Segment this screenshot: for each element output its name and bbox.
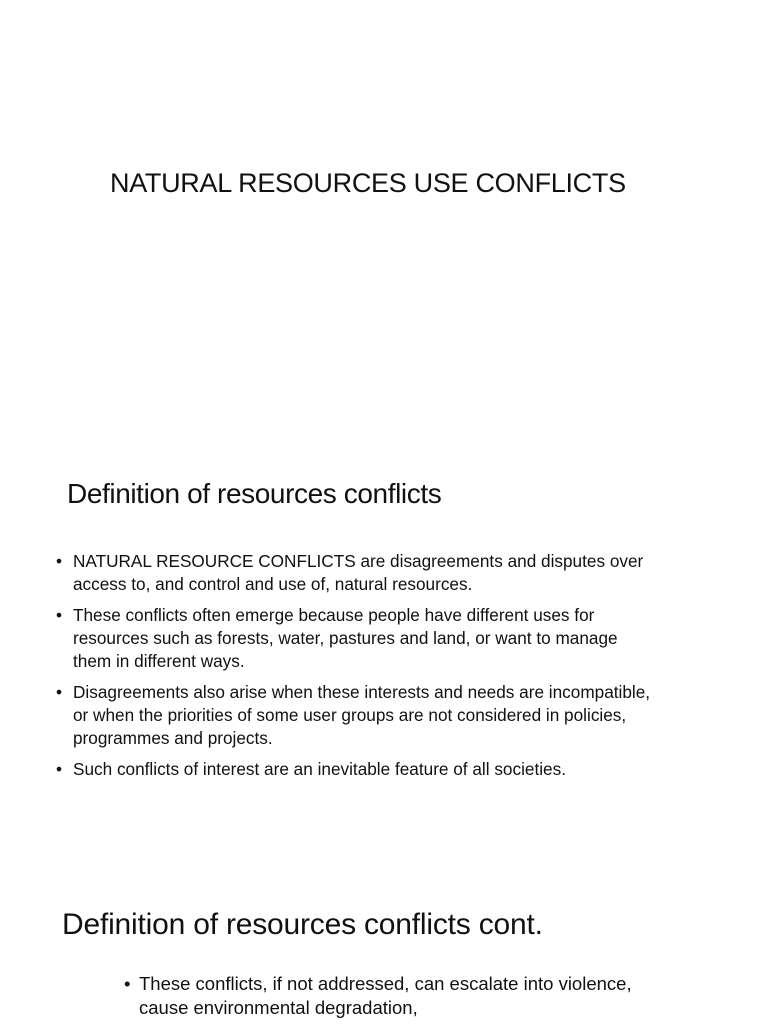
bullet-text: These conflicts often emerge because people have different uses for resources such as forests, water, pastures and land, or want to manage them in different ways. <box>73 605 618 671</box>
bullet-icon: • <box>56 682 63 702</box>
list-item <box>56 550 656 596</box>
slide-1-title: NATURAL RESOURCES USE CONFLICTS <box>110 168 626 198</box>
slide-2-title: Definition of resources conflicts <box>67 478 442 509</box>
slide-3-title: Definition of resources conflicts cont. <box>62 908 543 941</box>
slide-3-bullet-list <box>124 972 644 1020</box>
list-item <box>124 972 644 1020</box>
bullet-text: These conflicts, if not addressed, can escalate into violence, cause environmental degradation, <box>139 973 632 1018</box>
bullet-icon: • <box>56 551 63 571</box>
bullet-icon: • <box>56 605 63 625</box>
bullet-icon: • <box>124 973 131 994</box>
bullet-icon: • <box>56 759 63 779</box>
bullet-text: Disagreements also arise when these interests and needs are incompatible, or when the priorities of some user groups are not considered in policies, programmes and projects. <box>73 682 651 748</box>
list-item <box>56 604 656 673</box>
list-item <box>56 681 656 750</box>
bullet-text: NATURAL RESOURCE CONFLICTS are disagreements and disputes over access to, and control and use of, natural resources. <box>73 551 644 594</box>
slide-2-bullet-list <box>56 550 656 789</box>
bullet-text: Such conflicts of interest are an inevitable feature of all societies. <box>73 759 566 779</box>
list-item <box>56 758 656 781</box>
